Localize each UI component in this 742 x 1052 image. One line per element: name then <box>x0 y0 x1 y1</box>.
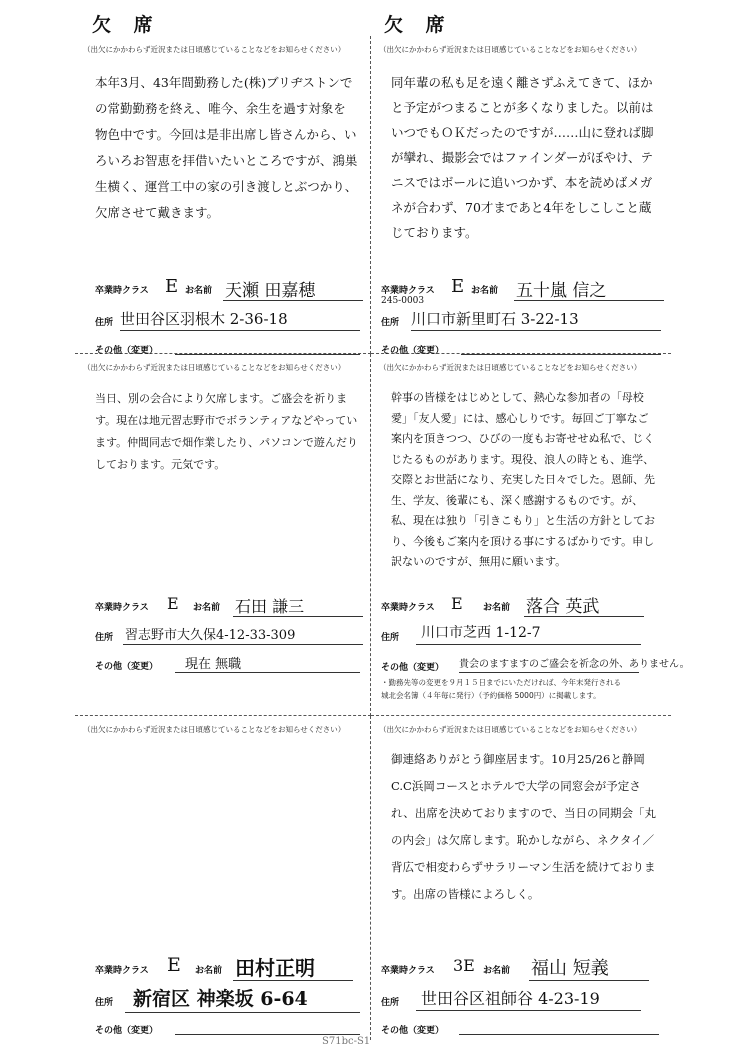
handwritten-note: 同年輩の私も足を遠く離さずふえてきて、ほかと予定がつまることが多くなりました。以前はいつでもＯＫだったのですが……山に登れば脚が攣れ、撮影会ではファインダーがぼやけ、テニスではボールに追いつかず、本を読めばメガネが合わず、70才まであと4年をしこしこと蔵じております。 <box>391 75 654 240</box>
prompt-text: （出欠にかかわらず近況または日頃感じていることなどをお知らせください） <box>379 363 642 372</box>
address-value: 世田谷区祖師谷 4-23-19 <box>421 989 600 1008</box>
name-label: お名前 <box>483 603 511 613</box>
address-label: 住所 <box>381 318 400 328</box>
name-label: お名前 <box>195 966 223 976</box>
name-value: 落合 英武 <box>526 597 600 617</box>
address-label: 住所 <box>381 998 400 1008</box>
card-2 <box>371 36 671 354</box>
address-value: 川口市新里町石 3-22-13 <box>411 310 579 328</box>
other-label: その他（変更） <box>381 663 445 673</box>
name-label: お名前 <box>185 286 213 296</box>
name-label: お名前 <box>471 286 499 296</box>
other-value: 貴会のますますのご盛会を祈念の外、ありません。 <box>459 659 690 670</box>
other-label: その他（変更） <box>95 1026 159 1036</box>
card-4 <box>371 354 690 716</box>
name-value: 天瀬 田嘉穂 <box>225 281 316 301</box>
card-6 <box>371 716 671 1040</box>
name-label: お名前 <box>193 603 221 613</box>
address-value: 新宿区 神楽坂 6-64 <box>133 988 308 1010</box>
handwritten-note: 御連絡ありがとう御座居ます。10月25/26と静岡C.C浜岡コースとホテルで大学の同窓会が予定され、出席を決めておりますので、当日の同期会「丸の内会」は欠席します。恥かしながら、ネクタイ／背広で相変わらずサラリーマン生活を続けております。出席の皆様によろしく。 <box>391 752 656 901</box>
footer-code: S71bc-S1 <box>322 1036 371 1047</box>
other-value: 現在 無職 <box>185 657 242 672</box>
prompt-text: （出欠にかかわらず近況または日頃感じていることなどをお知らせください） <box>379 45 642 54</box>
name-label: お名前 <box>483 966 511 976</box>
other-label: その他（変更） <box>95 662 159 672</box>
class-label: 卒業時クラス <box>95 603 149 613</box>
name-value: 五十嵐 信之 <box>516 281 607 301</box>
class-value: E <box>451 276 465 297</box>
header-left: 欠 席 <box>92 14 161 36</box>
zip-value: 245-0003 <box>381 296 425 306</box>
class-value: E <box>167 594 179 613</box>
prompt-text: （出欠にかかわらず近況または日頃感じていることなどをお知らせください） <box>83 45 346 54</box>
address-label: 住所 <box>95 633 114 643</box>
address-value: 川口市芝西 1-12-7 <box>421 625 541 641</box>
address-value: 習志野市大久保4-12-33-309 <box>125 628 296 643</box>
other-label: その他（変更） <box>381 346 445 356</box>
prompt-text: （出欠にかかわらず近況または日頃感じていることなどをお知らせください） <box>83 363 346 372</box>
class-value: 3E <box>453 956 475 975</box>
card-1 <box>75 36 371 354</box>
class-value: E <box>451 594 463 613</box>
class-label: 卒業時クラス <box>381 603 435 613</box>
name-value: 田村正明 <box>235 956 315 980</box>
class-label: 卒業時クラス <box>381 286 435 296</box>
address-label: 住所 <box>95 998 114 1008</box>
handwritten-note: 当日、別の会合により欠席します。ご盛会を祈ります。現在は地元習志野市でボランティアなどやっています。仲間同志で畑作業したり、パソコンで遊んだりしております。元気です。 <box>95 392 358 471</box>
handwritten-note: 本年3月、43年間勤務した(株)ブリヂストンでの常勤勤務を終え、唯今、余生を過す対象を物色中です。今回は是非出席し皆さんから、いろいろお智恵を拝借いたいところですが、鴻巣生横く、運営工中の家の引き渡しとぶつかり、欠席させて戴きます。 <box>95 75 358 220</box>
class-label: 卒業時クラス <box>95 286 149 296</box>
other-label: その他（変更） <box>95 346 159 356</box>
card-3 <box>75 354 371 716</box>
directory-notice: ・勤務先等の変更を９月１５日までにいただければ、今年末発行される城北会名簿（４年毎に発行）（予約価格 5000円）に掲載します。 <box>381 678 621 700</box>
other-label: その他（変更） <box>381 1026 445 1036</box>
class-value: E <box>167 954 181 976</box>
class-label: 卒業時クラス <box>95 966 149 976</box>
prompt-text: （出欠にかかわらず近況または日頃感じていることなどをお知らせください） <box>83 725 346 734</box>
name-value: 福山 短義 <box>531 958 609 979</box>
address-label: 住所 <box>95 318 114 328</box>
class-value: E <box>165 276 179 297</box>
class-label: 卒業時クラス <box>381 966 435 976</box>
address-label: 住所 <box>381 633 400 643</box>
prompt-text: （出欠にかかわらず近況または日頃感じていることなどをお知らせください） <box>379 725 642 734</box>
address-value: 世田谷区羽根木 2-36-18 <box>120 310 288 328</box>
header-right: 欠 席 <box>384 14 453 36</box>
card-5 <box>75 716 371 1040</box>
handwritten-note: 幹事の皆様をはじめとして、熱心な参加者の「母校愛」「友人愛」には、感心しりです。毎回ご丁寧なご案内を頂きつつ、ひびの一度もお寄せせぬ私で、じくじたるものがあります。現役、浪人の時とも、進学、交際とお世話になり、充実した日々でした。恩師、先生、学友、後輩にも、深く感謝するものです。が、私、現在は独り「引きこもり」と生活の方針としており、今後もご案内を頂ける事にするばかりです。申し訳ないのですが、無用に願います。 <box>391 391 655 568</box>
name-value: 石田 謙三 <box>235 597 305 616</box>
